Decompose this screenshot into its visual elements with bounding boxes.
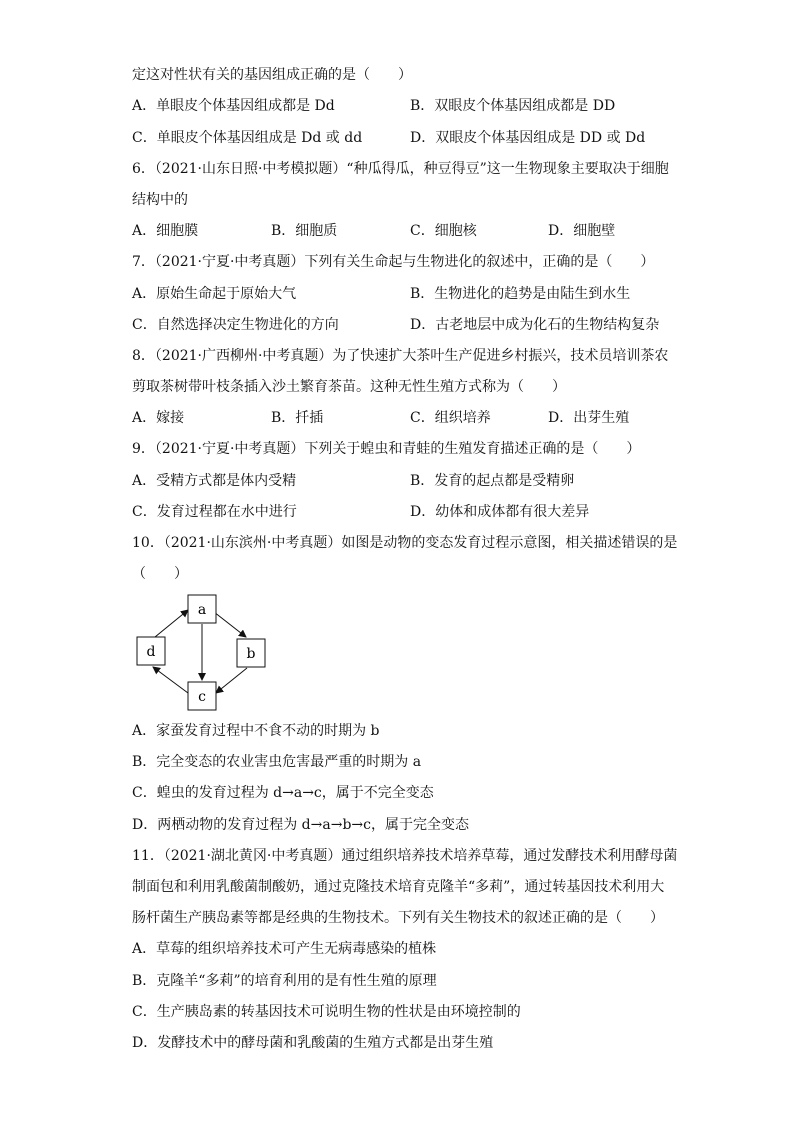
q10-option-b: B．完全变态的农业害虫危害最严重的时期为 a xyxy=(132,754,422,770)
arrow-d-to-a xyxy=(155,610,188,637)
q6-stem-line1: 6．（2021·山东日照·中考模拟题）“种瓜得瓜，种豆得豆”这一生物现象主要取决于细胞 xyxy=(132,161,669,177)
q8-option-c: C．组织培养 xyxy=(410,410,491,426)
q5-option-a: A．单眼皮个体基因组成都是 Dd xyxy=(132,98,335,114)
metamorphosis-diagram xyxy=(130,590,280,715)
arrow-a-to-b xyxy=(214,612,246,637)
q6-option-d: D．细胞壁 xyxy=(548,223,616,239)
q7-stem: 7．（2021·宁夏·中考真题）下列有关生命起与生物进化的叙述中，正确的是（ ） xyxy=(132,254,655,270)
q8-stem-line1: 8．（2021·广西柳州·中考真题）为了快速扩大茶叶生产促进乡村振兴，技术员培训茶农 xyxy=(132,348,669,364)
q6-stem-line2: 结构中的 xyxy=(132,192,188,208)
q5-option-b: B．双眼皮个体基因组成都是 DD xyxy=(410,98,616,114)
q10-option-c: C．蝗虫的发育过程为 d→a→c，属于不完全变态 xyxy=(132,785,434,801)
q7-option-b: B．生物进化的趋势是由陆生到水生 xyxy=(410,286,631,302)
q5-option-c: C．单眼皮个体基因组成是 Dd 或 dd xyxy=(132,130,363,146)
q5-option-d: D．双眼皮个体基因组成是 DD 或 Dd xyxy=(410,130,646,146)
arrow-b-to-c xyxy=(216,668,247,693)
q9-option-a: A．受精方式都是体内受精 xyxy=(132,473,297,489)
q11-option-a: A．草莓的组织培养技术可产生无病毒感染的植株 xyxy=(132,941,437,957)
arrow-c-to-d xyxy=(153,667,188,693)
q6-option-c: C．细胞核 xyxy=(410,223,477,239)
q11-stem-line2: 制面包和利用乳酸菌制酸奶，通过克隆技术培育克隆羊“多莉”，通过转基因技术利用大 xyxy=(132,879,665,895)
q11-stem-line1: 11．（2021·湖北黄冈·中考真题）通过组织培养技术培养草莓，通过发酵技术利用酵母菌 xyxy=(132,848,678,864)
q10-stem-line2: （ ） xyxy=(132,566,188,582)
q10-stem-line1: 10．（2021·山东滨州·中考真题）如图是动物的变态发育过程示意图，相关描述错误的是 xyxy=(132,535,678,551)
q8-option-b: B．扦插 xyxy=(271,410,324,426)
node-a-label: a xyxy=(197,602,207,618)
q11-stem-line3: 肠杆菌生产胰岛素等都是经典的生物技术。下列有关生物技术的叙述正确的是（ ） xyxy=(132,910,664,926)
q7-option-a: A．原始生命起于原始大气 xyxy=(132,286,297,302)
q6-option-a: A．细胞膜 xyxy=(132,223,199,239)
q7-option-d: D．古老地层中成为化石的生物结构复杂 xyxy=(410,317,660,333)
q11-option-c: C．生产胰岛素的转基因技术可说明生物的性状是由环境控制的 xyxy=(132,1004,521,1020)
q8-stem-line2: 剪取茶树带叶枝条插入沙土繁育茶苗。这种无性生殖方式称为（ ） xyxy=(132,379,566,395)
q11-option-d: D．发酵技术中的酵母菌和乳酸菌的生殖方式都是出芽生殖 xyxy=(132,1035,494,1051)
q10-option-d: D．两栖动物的发育过程为 d→a→b→c，属于完全变态 xyxy=(132,817,469,833)
q10-option-a: A．家蚕发育过程中不食不动的时期为 b xyxy=(132,723,380,739)
q11-option-b: B．克隆羊“多莉”的培育利用的是有性生殖的原理 xyxy=(132,973,437,989)
node-d-label: d xyxy=(146,644,156,660)
q8-option-d: D．出芽生殖 xyxy=(548,410,630,426)
q9-option-c: C．发育过程都在水中进行 xyxy=(132,504,297,520)
q7-option-c: C．自然选择决定生物进化的方向 xyxy=(132,317,339,333)
node-b-label: b xyxy=(246,646,256,662)
q8-option-a: A．嫁接 xyxy=(132,410,185,426)
q6-option-b: B．细胞质 xyxy=(271,223,338,239)
q9-stem: 9．（2021·宁夏·中考真题）下列关于蝗虫和青蛙的生殖发育描述正确的是（ ） xyxy=(132,441,641,457)
q9-option-b: B．发育的起点都是受精卵 xyxy=(410,473,575,489)
q5-stem: 定这对性状有关的基因组成正确的是（ ） xyxy=(132,67,412,83)
node-c-label: c xyxy=(198,689,206,705)
q9-option-d: D．幼体和成体都有很大差异 xyxy=(410,504,590,520)
